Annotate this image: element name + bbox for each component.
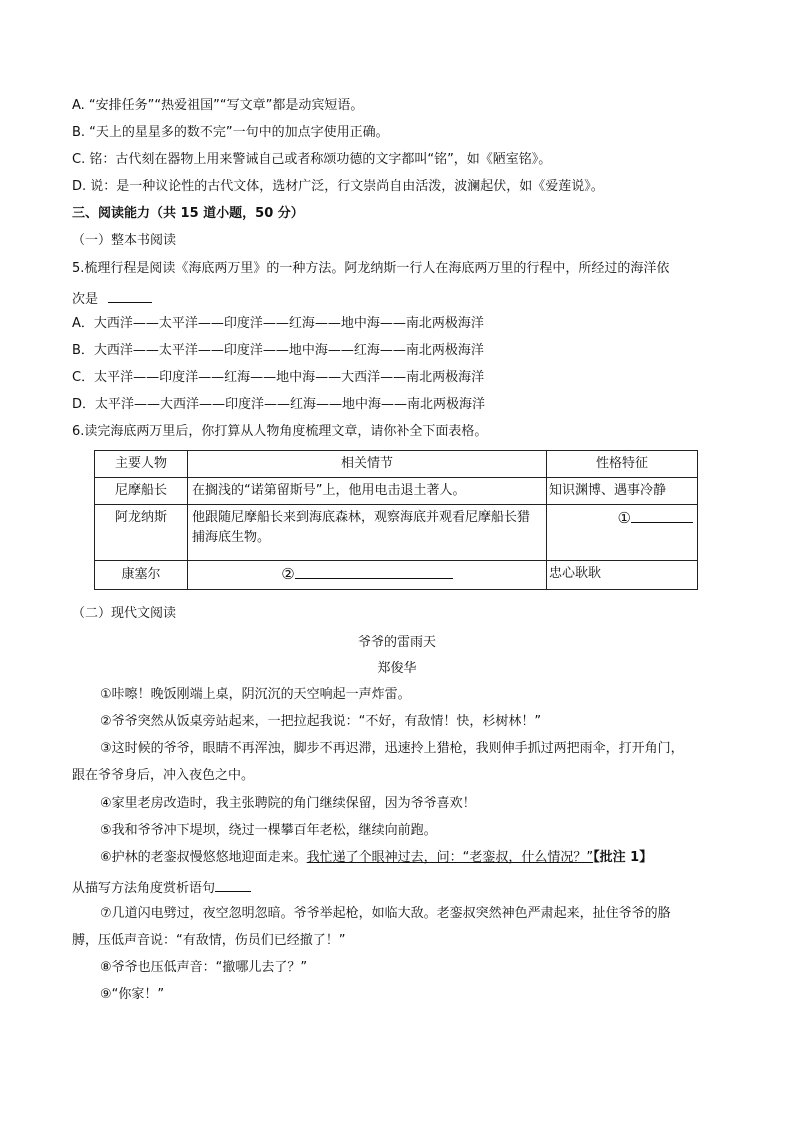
question-6-stem: 6.读完海底两万里后，你打算从人物角度梳理文章，请你补全下面表格。 — [72, 424, 488, 439]
paragraph-3: ③这时候的爷爷，眼睛不再浑浊，脚步不再迟滞，迅速拎上猎枪，我则伸手抓过两把雨伞，打开角门， — [100, 741, 684, 756]
annotation-text: 从描写方法角度赏析语句 — [72, 881, 216, 896]
answer-blank[interactable] — [295, 564, 453, 579]
paragraph-4: ④家里老房改造时，我主张聘院的角门继续保留，因为爷爷喜欢！ — [100, 796, 476, 811]
paragraph-6-text: ⑥护林的老銮叔慢悠悠地迎面走来。 — [100, 850, 307, 865]
table-cell-plot: 在搁浅的“诺第留斯号”上，他用电击退土著人。 — [188, 478, 547, 505]
paragraph-6 — [100, 849, 652, 867]
answer-marker: ② — [281, 565, 295, 583]
table-header: 性格特征 — [547, 451, 698, 478]
table-cell-trait: 知识渊博、遇事冷静 — [547, 478, 698, 505]
annotation-prompt — [72, 877, 251, 898]
option-c: C. 铭：古代刻在器物上用来警诫自己或者称颂功德的文字都叫“铭”，如《陋室铭》。 — [72, 152, 552, 167]
question-5-option-d: D．太平洋——大西洋——印度洋——红海——地中海——南北两极海洋 — [72, 397, 486, 412]
table-row — [95, 561, 698, 590]
paragraph-9: ⑨“你家！” — [100, 987, 165, 1002]
section-heading: 三、阅读能力（共 15 道小题，50 分） — [72, 206, 304, 221]
paragraph-2: ②爷爷突然从饭桌旁站起来，一把拉起我说：“不好，有敌情！快，杉树林！” — [100, 714, 542, 729]
option-a: A. “安排任务”“热爱祖国”“写文章”都是动宾短语。 — [72, 98, 364, 113]
article-title: 爷爷的雷雨天 — [357, 635, 436, 650]
question-5-text: 次是 — [72, 292, 99, 307]
question-5-option-c: C．太平洋——印度洋——红海——地中海——大西洋——南北两极海洋 — [72, 370, 485, 385]
subsection-heading: （一）整本书阅读 — [72, 233, 177, 248]
paragraph-8: ⑧爷爷也压低声音：“撤哪儿去了？” — [100, 960, 308, 975]
table-cell-plot: 他跟随尼摩船长来到海底森林，观察海底并观看尼摩船长猎捕海底生物。 — [188, 505, 547, 561]
question-5-option-b: B．大西洋——太平洋——印度洋——地中海——红海——南北两极海洋 — [72, 343, 484, 358]
table-header: 主要人物 — [95, 451, 188, 478]
table-header-row — [95, 451, 698, 478]
answer-marker: ① — [617, 509, 631, 527]
question-5-stem: 5.梳理行程是阅读《海底两万里》的一种方法。阿龙纳斯一行人在海底两万里的行程中，所经过的海洋依 — [72, 261, 670, 276]
paragraph-7-cont: 膊，压低声音说：“有敌情，伤员们已经撤了！” — [72, 933, 346, 948]
paragraph-3-cont: 跟在爷爷身后，冲入夜色之中。 — [72, 768, 255, 783]
table-cell-name: 康塞尔 — [95, 561, 188, 590]
paragraph-5: ⑤我和爷爷冲下堤坝，绕过一棵攀百年老松，继续向前跑。 — [100, 823, 437, 838]
table-header: 相关情节 — [188, 451, 547, 478]
underlined-sentence: 我忙递了个眼神过去，问：“老銮叔，什么情况？” — [306, 850, 594, 865]
table-cell-trait: 忠心耿耿 — [547, 561, 698, 590]
answer-blank[interactable] — [215, 877, 251, 892]
table-row — [95, 478, 698, 505]
option-d: D. 说：是一种议论性的古代文体，选材广泛，行文崇尚自由活泼，波澜起伏，如《爱莲说》。 — [72, 179, 604, 194]
answer-blank[interactable] — [108, 288, 152, 303]
subsection-heading: （二）现代文阅读 — [72, 606, 177, 621]
article-author: 郑俊华 — [377, 661, 417, 676]
option-b: B. “天上的星星多的数不完”一句中的加点字使用正确。 — [72, 125, 389, 140]
paragraph-7: ⑦几道闪电劈过，夜空忽明忽暗。爷爷举起枪，如临大敌。老銮叔突然神色严肃起来，扯住爷爷的胳 — [100, 906, 671, 921]
table-row — [95, 505, 698, 561]
table-cell-name: 尼摩船长 — [95, 478, 188, 505]
character-table — [94, 450, 698, 590]
paragraph-1: ①咔嚓！晚饭刚端上桌，阴沉沉的天空响起一声炸雷。 — [100, 687, 411, 702]
table-cell-trait — [547, 505, 698, 561]
question-5-option-a: A．大西洋——太平洋——印度洋——红海——地中海——南北两极海洋 — [72, 316, 484, 331]
question-5-stem-cont — [72, 288, 152, 309]
annotation-label: 【批注 1】 — [593, 850, 653, 865]
table-cell-name: 阿龙纳斯 — [95, 505, 188, 561]
answer-blank[interactable] — [631, 508, 693, 523]
table-cell-plot — [188, 561, 547, 590]
